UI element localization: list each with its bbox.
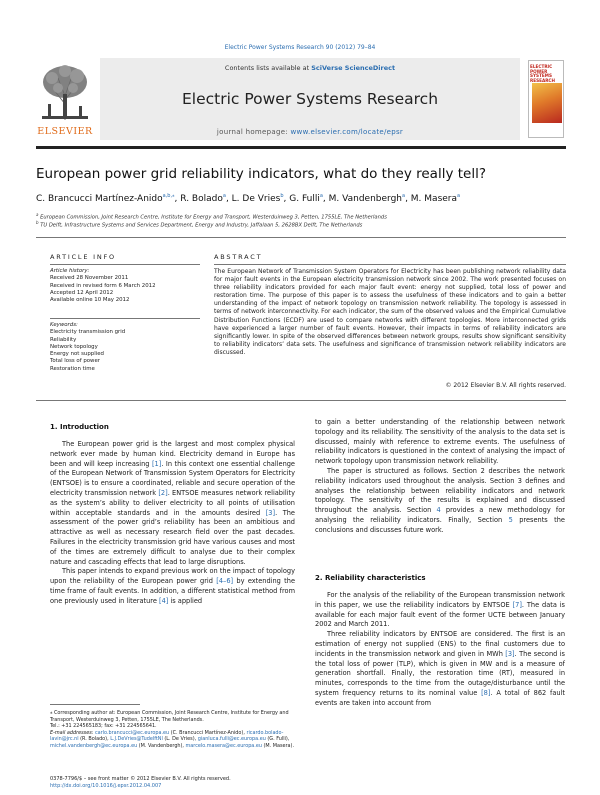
author-affil-mark[interactable]: b — [280, 193, 284, 199]
history-item: Received in revised form 6 March 2012 — [50, 282, 156, 289]
history-label: Article history: — [50, 268, 90, 274]
section-link[interactable]: 4 — [436, 506, 441, 515]
email-link[interactable]: michel.vandenbergh@ec.europa.eu — [50, 742, 138, 749]
section-2-heading: 2. Reliability characteristics — [315, 574, 426, 582]
affiliation-a: $^a$ European Commission, Joint Research Centre, Institute for Energy and Transport, Westerduinweg 3, Petten, 1755LE, The Netherlands — [36, 212, 387, 221]
citation-link[interactable]: [8] — [481, 688, 491, 697]
citation-link[interactable]: [2] — [158, 488, 168, 497]
cover-image — [532, 83, 562, 123]
issn-block — [50, 776, 295, 789]
right-column-text — [315, 418, 565, 536]
section-1-heading: 1. Introduction — [50, 423, 109, 431]
contents-prefix: Contents lists available at — [224, 64, 312, 72]
email-link[interactable]: L.J.DeVries@TudelftNl — [110, 736, 163, 742]
abstract-copyright: © 2012 Elsevier B.V. All rights reserved. — [445, 382, 566, 389]
journal-name: Electric Power Systems Research — [181, 90, 439, 108]
citation-link[interactable]: [3] — [505, 649, 515, 658]
tree-icon — [36, 60, 94, 124]
author: G. Fulli$^a$, — [289, 193, 329, 204]
email-link[interactable]: marcelo.masera@ec.europa.eu — [185, 742, 262, 749]
keyword: Electricity transmission grid — [50, 329, 126, 336]
paragraph: The paper is structured as follows. Section 2 describes the network reliability indicators used throughout the analysis. Section 3 defines and analyses the relationship between reliability indicators and network topology. The sensitivity of the results is explained and discussed throughout the analysis. Section 4 provides a new methodology for analysing the reliability indicators. Finally, Section 5 presents the conclusions and discusses future work. — [315, 466, 565, 534]
keyword: Total loss of power — [50, 358, 100, 365]
doi-link[interactable]: http://dx.doi.org/10.1016/j.epsr.2012.04.007 — [50, 782, 162, 789]
footnote-tel: Tel.: +31 224565183; fax: +31 224565641. — [50, 723, 157, 729]
citation-link[interactable]: [1] — [151, 459, 162, 468]
contents-line — [100, 64, 520, 72]
citation-link[interactable]: [7] — [512, 600, 522, 609]
keyword: Energy not supplied — [50, 351, 104, 358]
author-affil-mark[interactable]: a — [401, 193, 406, 199]
section-link[interactable]: 5 — [508, 515, 513, 524]
issn-line: 0378-7796/$ – see front matter © 2012 Elsevier B.V. All rights reserved. — [50, 776, 231, 782]
abstract-text: The European Network of Transmission System Operators for Electricity has been publishing network reliability data for major fault events in the European electricity transmission network since 2002. The work presented focuses on three reliability indicators provided for each major fault event: energy not supplied, total loss of power and restoration time. The purpose of this paper is to assess the usefulness of these indicators and to gain a better understanding of the impact of network topology on transmission network reliability. The topology is assessed in terms of network interconnectivity. For each indicator, the sum of the observed values and the Empirical Cumulative Distribution Functions (ECDF) are used to compare networks with different topologies. More interconnected grids have experienced a larger number of fault events. However, their impacts in terms of reliability indicators are significantly lower. In spite of the observed differences between network groups, results show significant sensitivity to reliability indicators’ data sets. The usefulness and significance of transmission network reliability indicators are discussed. — [214, 268, 566, 356]
author: C. Brancucci Martínez-Anido$^{a,b,⁎}$, — [36, 193, 181, 204]
paragraph: For the analysis of the reliability of the European transmission network in this paper, we use the reliability indicators by ENTSOE [7]. The data is available for each major fault event of the former UCTE between January 2002 and March 2011. — [315, 591, 565, 629]
homepage-prefix: journal homepage: — [216, 128, 291, 136]
keywords-label: Keywords: — [50, 322, 78, 328]
footnote-rule — [50, 704, 140, 705]
author: R. Bolado$^a$, — [180, 193, 232, 204]
divider — [36, 237, 566, 238]
article-info-heading: ARTICLE INFO — [50, 253, 116, 261]
journal-homepage — [100, 128, 520, 136]
paragraph: Three reliability indicators by ENTSOE are considered. The first is an estimation of energy not supplied (ENS) to the final customers due to incidents in the transmission network and given in MWh [3]. The second is the total loss of power (TLP), which is given in MW and is a measure of generation shortfall. Finally, the restoration time (RT), measured in minutes, corresponds to the time from the outage/disturbance until the system frequency returns to its nominal value [8]. A total of 862 fault events are taken into account from — [315, 630, 565, 707]
author: M. Masera$^a$ — [410, 193, 461, 204]
paragraph: This paper intends to expand previous work on the impact of topology upon the reliability of the European power grid [4–6] by extending the time frame of fault events. In addition, a different statistical method from one previously used in literature [4] is applied — [50, 567, 295, 605]
author-affil-mark[interactable]: a,b,⁎ — [162, 193, 175, 199]
section-2-text — [315, 591, 565, 709]
author: L. De Vries$^b$, — [231, 193, 290, 204]
journal-citation[interactable]: Electric Power Systems Research 90 (2012) 79–84 — [224, 44, 376, 51]
footnote-emails: E-mail addresses: carlo.brancucci@ec.europa.eu (C. Brancucci Martínez-Anido), ricardo.bolado-lavin@jrc.nl (R. Bolado), L.J.DeVries@TudelftNl (L. De Vries), gianluca.fulli@ec.europa.eu (G. Fulli), michel.vandenbergh@ec.europa.eu (M. Vandenbergh), marcelo.masera@ec.europa.eu (M. Masera). — [50, 729, 295, 749]
history-item: Available online 10 May 2012 — [50, 297, 130, 304]
divider — [50, 264, 200, 265]
author-affil-mark[interactable]: a — [222, 193, 226, 199]
abstract-heading: ABSTRACT — [214, 253, 263, 261]
citation-link[interactable]: [4–6] — [216, 577, 234, 586]
keyword: Restoration time — [50, 365, 95, 372]
header-rule — [36, 146, 566, 149]
journal-cover — [528, 60, 564, 138]
email-link[interactable]: ricardo.bolado-lavin@jrc.nl — [50, 729, 284, 742]
article-history — [50, 268, 200, 304]
history-item: Received 28 November 2011 — [50, 275, 129, 282]
article-title: European power grid reliability indicators, what do they really tell? — [36, 166, 487, 182]
citation-link[interactable]: [4] — [159, 596, 169, 605]
history-item: Accepted 12 April 2012 — [50, 289, 114, 296]
keywords — [50, 322, 200, 373]
author-affil-mark[interactable]: a — [319, 193, 323, 199]
elsevier-tree-logo — [36, 60, 94, 138]
footnote-line: ⁎ Corresponding author at: European Commission, Joint Research Centre, Institute for Energy and Transport, Westerduinweg 3, Petten, 1755LE, The Netherlands. — [50, 710, 289, 723]
keyword: Network topology — [50, 343, 98, 350]
keyword: Reliability — [50, 336, 77, 343]
sciencedirect-link[interactable]: SciVerse ScienceDirect — [311, 64, 396, 72]
author-affil-mark[interactable]: a — [457, 193, 461, 199]
paragraph: The European power grid is the largest and most complex physical network ever made by human kind. Electricity demand in Europe has been and will keep increasing [1]. In this context one essential challenge of the European Network of Transmission System Operators for Electricity (ENTSOE) is to ensure a coordinated, reliable and secure operation of the electricity transmission network [2]. ENTSOE measures network reliability as the system’s ability to deliver electricity to all points of utilisation within acceptable standards and in the amounts desired [3]. The assessment of the power grid’s reliability has been an ambitious and attractive as well as necessary research field over the past decades. Failures in the electricity transmission grid have various causes and most of the times are extremely difficult to analyse due to their complex nature and cascading effects that lead to large disruptions. — [50, 440, 295, 566]
publisher-name: ELSEVIER — [37, 126, 93, 137]
divider — [50, 318, 200, 319]
email-link[interactable]: carlo.brancucci@ec.europa.eu — [94, 729, 170, 736]
left-column-text — [50, 440, 295, 607]
cover-title: ELECTRIC POWER SYSTEMS RESEARCH — [530, 64, 556, 83]
divider — [214, 264, 566, 265]
author: M. Vandenbergh$^a$, — [328, 193, 411, 204]
paragraph: to gain a better understanding of the relationship between network topology and its reliability. The sensitivity of the analysis to the data set is discussed, mainly with reference to extreme events. The usefulness of reliability indicators is questioned in the context of analysing the impact of network topology upon transmission network reliability. — [315, 418, 565, 466]
author-list — [36, 193, 566, 204]
journal-header — [36, 58, 566, 140]
homepage-link[interactable]: www.elsevier.com/locate/epsr — [290, 128, 404, 136]
affiliation-b: $^b$ TU Delft, Infrastructure Systems and Services Department, Energy and Industry, Jaffalaan 5, 2628BX Delft, The Netherlands — [36, 220, 363, 229]
citation-link[interactable]: [3] — [265, 508, 276, 517]
divider — [36, 400, 566, 401]
email-link[interactable]: gianluca.fulli@ec.europa.eu — [197, 736, 266, 742]
corresponding-author-footnote — [50, 710, 295, 749]
